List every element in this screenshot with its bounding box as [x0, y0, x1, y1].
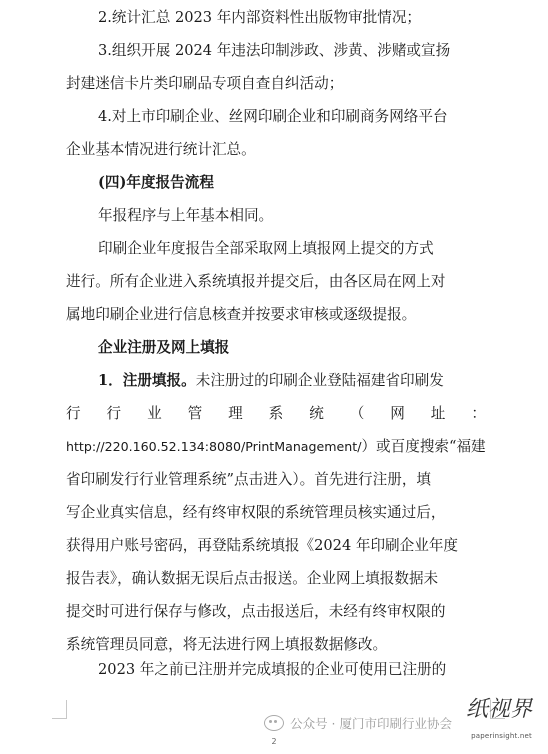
paragraph-procedure: 年报程序与上年基本相同。 — [98, 207, 274, 224]
step1-line-5: 写企业真实信息，经有终审权限的系统管理员核实通过后， — [66, 504, 446, 521]
spread-char: 网 — [390, 405, 405, 422]
logo-paperinsight — [462, 688, 536, 728]
step1-line-2-spread — [66, 404, 486, 424]
step1-line-6: 获得用户账号密码，再登陆系统填报《2024 年印刷企业年度 — [66, 537, 459, 554]
spread-char: 行 — [66, 405, 81, 422]
wechat-watermark — [264, 714, 452, 732]
section-heading-annual-report: (四)年度报告流程 — [98, 174, 214, 191]
spread-char: （ — [349, 405, 365, 422]
list-item-2: 2.统计汇总 2023 年内部资料性出版物审批情况； — [98, 9, 422, 26]
spread-char: 行 — [106, 405, 122, 422]
step1-label: 1．注册填报。 — [98, 372, 196, 389]
crop-mark-left — [52, 700, 67, 719]
page-number: 2 — [271, 737, 277, 746]
spread-char: 业 — [147, 405, 162, 422]
url-tail: ）或百度搜索“福建 — [361, 438, 486, 455]
spread-char: 系 — [268, 405, 284, 422]
system-url-link[interactable]: http://220.160.52.134:8080/PrintManagement/ — [66, 439, 362, 454]
logo-subtext: paperinsight.net — [471, 732, 532, 740]
list-item-3-line-2: 封建迷信卡片类印刷品专项自查自纠活动； — [66, 75, 344, 92]
paragraph-online-line-1: 印刷企业年度报告全部采取网上填报网上提交的方式 — [98, 240, 434, 257]
wechat-icon — [264, 715, 284, 731]
list-item-4-line-2: 企业基本情况进行统计汇总。 — [66, 141, 256, 158]
paragraph-online-line-2: 进行。所有企业进入系统填报并提交后，由各区局在网上对 — [66, 273, 446, 290]
step1-text: 未注册过的印刷企业登陆福建省印刷发 — [195, 372, 444, 389]
spread-char: 管 — [187, 405, 203, 422]
section-heading-register: 企业注册及网上填报 — [98, 339, 230, 356]
step1-line-3 — [66, 437, 486, 457]
step1-line-8: 提交时可进行保存与修改，点击报送后，未经有终审权限的 — [66, 603, 446, 620]
logo-text: 纸视界 — [466, 697, 533, 722]
spread-char: 统 — [309, 405, 324, 422]
list-item-3-line-1: 3.组织开展 2024 年违法印制涉政、涉黄、涉赌或宣扬 — [98, 42, 451, 59]
paragraph-online-line-3: 属地印刷企业进行信息核查并按要求审核或逐级提报。 — [66, 306, 417, 323]
watermark-text: 公众号 · 厦门市印刷行业协会 — [290, 716, 452, 731]
step1-line-9: 系统管理员同意，将无法进行网上填报数据修改。 — [66, 636, 388, 653]
step1-line-1 — [98, 371, 486, 391]
spread-char: ： — [471, 405, 486, 422]
step1-line-4: 省印刷发行行业管理系统”点击进入）。首先进行注册，填 — [66, 471, 432, 488]
list-item-4-line-1: 4.对上市印刷企业、丝网印刷企业和印刷商务网络平台 — [98, 108, 448, 125]
paragraph-registered: 2023 年之前已注册并完成填报的企业可使用已注册的 — [98, 661, 447, 678]
spread-char: 址 — [430, 405, 446, 422]
spread-char: 理 — [228, 405, 243, 422]
step1-line-7: 报告表》，确认数据无误后点击报送。企业网上填报数据未 — [66, 570, 439, 587]
